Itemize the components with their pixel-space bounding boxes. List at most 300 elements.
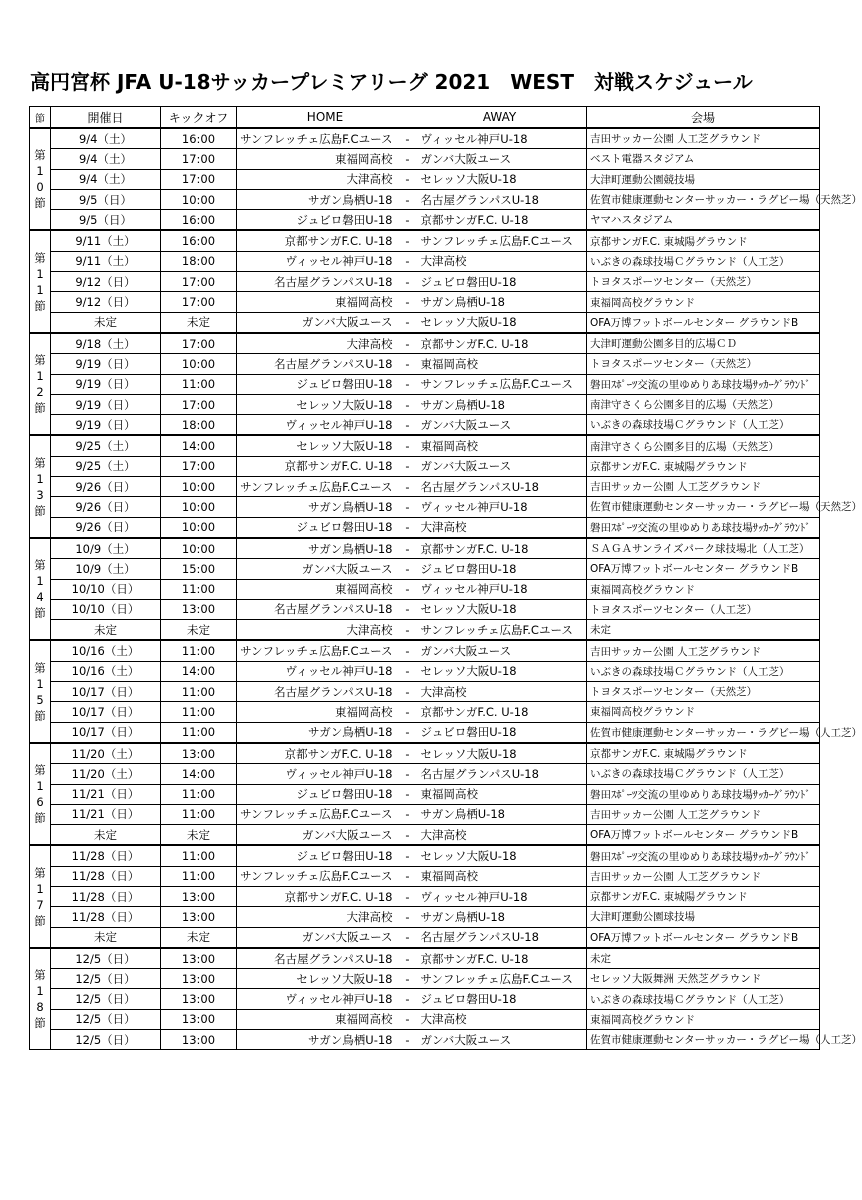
match-separator: -: [397, 579, 419, 599]
round-label: [30, 743, 51, 845]
round-label: [30, 845, 51, 947]
match-separator: -: [397, 702, 419, 722]
header-home: HOME: [306, 110, 344, 124]
match-venue: 佐賀市健康運動センターサッカー・ラグビー場（天然芝）: [587, 189, 820, 209]
match-venue: OFA万博フットボールセンター グラウンドB: [587, 312, 820, 333]
match-separator: -: [397, 845, 419, 866]
match-separator: -: [397, 333, 419, 354]
round-label: [30, 948, 51, 1050]
match-venue: いぶきの森球技場Ｃグラウンド（人工芝）: [587, 251, 820, 271]
match-venue: トヨタスポーツセンター（天然芝）: [587, 354, 820, 374]
table-row: [30, 1009, 820, 1029]
match-home-team: 名古屋グランパスU-18: [237, 599, 397, 619]
match-away-team: サンフレッチェ広島F.Cユース: [419, 374, 587, 394]
round-label: [30, 435, 51, 537]
table-row: [30, 435, 820, 456]
match-away-team: ガンバ大阪ユース: [419, 1030, 587, 1050]
table-row: [30, 477, 820, 497]
match-kickoff: 11:00: [161, 579, 237, 599]
table-row: [30, 272, 820, 292]
match-date: 9/12（日）: [51, 292, 161, 312]
match-away-team: 名古屋グランパスU-18: [419, 764, 587, 784]
match-date: 未定: [51, 620, 161, 641]
match-kickoff: 17:00: [161, 169, 237, 189]
table-row: [30, 948, 820, 969]
match-venue: いぶきの森球技場Ｃグラウンド（人工芝）: [587, 989, 820, 1009]
match-kickoff: 17:00: [161, 456, 237, 476]
match-venue: 南津守さくら公園多目的広場（天然芝）: [587, 394, 820, 414]
table-row: [30, 784, 820, 804]
table-row: [30, 1030, 820, 1050]
table-row: [30, 599, 820, 619]
round-label-char: 第: [34, 455, 46, 470]
match-away-team: サンフレッチェ広島F.Cユース: [419, 620, 587, 641]
match-kickoff: 14:00: [161, 661, 237, 681]
match-separator: -: [397, 272, 419, 292]
match-date: 9/26（日）: [51, 477, 161, 497]
match-date: 11/20（土）: [51, 764, 161, 784]
table-row: [30, 210, 820, 231]
match-date: 9/19（日）: [51, 394, 161, 414]
match-venue: いぶきの森球技場Ｃグラウンド（人工芝）: [587, 415, 820, 436]
match-away-team: セレッソ大阪U-18: [419, 845, 587, 866]
match-home-team: 京都サンガF.C. U-18: [237, 456, 397, 476]
match-date: 10/17（日）: [51, 722, 161, 743]
table-row: [30, 292, 820, 312]
table-row: [30, 907, 820, 927]
match-kickoff: 17:00: [161, 292, 237, 312]
round-label-char: 1: [36, 676, 44, 691]
table-row: [30, 989, 820, 1009]
match-kickoff: 10:00: [161, 517, 237, 538]
match-home-team: 名古屋グランパスU-18: [237, 682, 397, 702]
match-separator: -: [397, 722, 419, 743]
match-away-team: セレッソ大阪U-18: [419, 312, 587, 333]
match-home-team: 東福岡高校: [237, 292, 397, 312]
match-separator: -: [397, 210, 419, 231]
round-label-char: 節: [34, 708, 46, 723]
round-label-char: 5: [36, 692, 44, 707]
match-kickoff: 11:00: [161, 784, 237, 804]
match-venue: ベスト電器スタジアム: [587, 149, 820, 169]
match-home-team: ヴィッセル神戸U-18: [237, 415, 397, 436]
match-away-team: ガンバ大阪ユース: [419, 415, 587, 436]
match-separator: -: [397, 169, 419, 189]
match-separator: -: [397, 251, 419, 271]
match-date: 9/5（日）: [51, 210, 161, 231]
match-home-team: 東福岡高校: [237, 1009, 397, 1029]
round-label-char: 第: [34, 865, 46, 880]
match-home-team: 東福岡高校: [237, 149, 397, 169]
match-separator: -: [397, 189, 419, 209]
match-date: 9/5（日）: [51, 189, 161, 209]
match-away-team: ガンバ大阪ユース: [419, 456, 587, 476]
match-home-team: サガン鳥栖U-18: [237, 497, 397, 517]
table-row: [30, 825, 820, 846]
match-venue: 佐賀市健康運動センターサッカー・ラグビー場（天然芝）: [587, 497, 820, 517]
match-venue: いぶきの森球技場Ｃグラウンド（人工芝）: [587, 661, 820, 681]
match-date: 11/21（日）: [51, 804, 161, 824]
match-venue: トヨタスポーツセンター（天然芝）: [587, 272, 820, 292]
round-label-char: 第: [34, 558, 46, 573]
match-venue: 京都サンガF.C. 東城陽グラウンド: [587, 456, 820, 476]
table-row: [30, 374, 820, 394]
round-label-char: 4: [36, 590, 44, 605]
match-separator: -: [397, 804, 419, 824]
schedule-body: [30, 128, 862, 1050]
match-venue: 大津町運動公園多目的広場ＣＤ: [587, 333, 820, 354]
match-date: 9/4（土）: [51, 169, 161, 189]
match-home-team: サガン鳥栖U-18: [237, 189, 397, 209]
match-home-team: ジュビロ磐田U-18: [237, 845, 397, 866]
match-home-team: サガン鳥栖U-18: [237, 538, 397, 559]
match-away-team: ヴィッセル神戸U-18: [419, 128, 587, 149]
match-venue: 吉田サッカー公園 人工芝グラウンド: [587, 477, 820, 497]
match-kickoff: 14:00: [161, 435, 237, 456]
match-away-team: 京都サンガF.C. U-18: [419, 948, 587, 969]
match-venue: 東福岡高校グラウンド: [587, 292, 820, 312]
match-date: 9/26（日）: [51, 497, 161, 517]
match-home-team: ガンバ大阪ユース: [237, 312, 397, 333]
match-kickoff: 18:00: [161, 415, 237, 436]
match-away-team: 大津高校: [419, 517, 587, 538]
match-home-team: セレッソ大阪U-18: [237, 969, 397, 989]
round-label-char: 0: [36, 180, 44, 195]
match-away-team: 京都サンガF.C. U-18: [419, 210, 587, 231]
table-row: [30, 682, 820, 702]
match-separator: -: [397, 497, 419, 517]
table-row: [30, 702, 820, 722]
table-row: [30, 743, 820, 764]
round-label-char: 1: [36, 471, 44, 486]
match-kickoff: 13:00: [161, 948, 237, 969]
match-venue: OFA万博フットボールセンター グラウンドB: [587, 927, 820, 948]
match-separator: -: [397, 886, 419, 906]
match-date: 10/10（日）: [51, 579, 161, 599]
header-row: [30, 107, 820, 129]
match-separator: -: [397, 640, 419, 661]
match-home-team: ガンバ大阪ユース: [237, 559, 397, 579]
match-away-team: 大津高校: [419, 1009, 587, 1029]
round-label-char: 節: [34, 503, 46, 518]
schedule-table: [29, 106, 862, 1050]
round-label-char: 節: [34, 1016, 46, 1031]
match-date: 11/28（日）: [51, 907, 161, 927]
match-separator: -: [397, 456, 419, 476]
match-home-team: 大津高校: [237, 333, 397, 354]
match-home-team: 名古屋グランパスU-18: [237, 272, 397, 292]
round-label-char: 第: [34, 148, 46, 163]
match-away-team: 大津高校: [419, 682, 587, 702]
match-date: 9/25（土）: [51, 456, 161, 476]
round-label-char: 節: [34, 196, 46, 211]
match-away-team: 東福岡高校: [419, 866, 587, 886]
match-away-team: 京都サンガF.C. U-18: [419, 333, 587, 354]
header-away: AWAY: [482, 110, 517, 124]
match-date: 9/11（土）: [51, 230, 161, 251]
match-separator: -: [397, 538, 419, 559]
round-label-char: 7: [36, 897, 44, 912]
match-kickoff: 16:00: [161, 230, 237, 251]
match-date: 9/11（土）: [51, 251, 161, 271]
table-row: [30, 354, 820, 374]
match-venue: 磐田ｽﾎﾟｰﾂ交流の里ゆめりあ球技場ｻｯｶｰｸﾞﾗｳﾝﾄﾞ: [587, 845, 820, 866]
match-away-team: 東福岡高校: [419, 784, 587, 804]
round-label-char: 第: [34, 763, 46, 778]
match-date: 10/16（土）: [51, 640, 161, 661]
match-away-team: 大津高校: [419, 825, 587, 846]
match-kickoff: 13:00: [161, 886, 237, 906]
page-title: 高円宮杯 JFA U-18サッカープレミアリーグ 2021 WEST 対戦スケジュール: [30, 70, 753, 94]
match-kickoff: 13:00: [161, 743, 237, 764]
match-date: 11/28（日）: [51, 845, 161, 866]
match-home-team: 名古屋グランパスU-18: [237, 948, 397, 969]
match-away-team: サガン鳥栖U-18: [419, 292, 587, 312]
table-row: [30, 333, 820, 354]
match-away-team: 名古屋グランパスU-18: [419, 927, 587, 948]
match-home-team: 東福岡高校: [237, 702, 397, 722]
match-separator: -: [397, 907, 419, 927]
match-venue: 未定: [587, 620, 820, 641]
round-label: [30, 230, 51, 332]
match-away-team: サガン鳥栖U-18: [419, 804, 587, 824]
match-separator: -: [397, 825, 419, 846]
round-label-char: 1: [36, 266, 44, 281]
match-kickoff: 10:00: [161, 477, 237, 497]
match-home-team: 京都サンガF.C. U-18: [237, 230, 397, 251]
match-kickoff: 11:00: [161, 682, 237, 702]
table-row: [30, 456, 820, 476]
match-separator: -: [397, 989, 419, 1009]
match-date: 10/9（土）: [51, 559, 161, 579]
match-away-team: ジュビロ磐田U-18: [419, 989, 587, 1009]
match-away-team: サガン鳥栖U-18: [419, 907, 587, 927]
round-label-char: 1: [36, 881, 44, 896]
match-separator: -: [397, 599, 419, 619]
match-separator: -: [397, 292, 419, 312]
match-home-team: サンフレッチェ広島F.Cユース: [237, 128, 397, 149]
match-kickoff: 13:00: [161, 989, 237, 1009]
match-date: 10/9（土）: [51, 538, 161, 559]
match-venue: OFA万博フットボールセンター グラウンドB: [587, 559, 820, 579]
header-kickoff: キックオフ: [161, 107, 237, 129]
match-kickoff: 17:00: [161, 394, 237, 414]
table-row: [30, 661, 820, 681]
match-home-team: ヴィッセル神戸U-18: [237, 661, 397, 681]
round-label-char: 1: [36, 984, 44, 999]
match-kickoff: 13:00: [161, 969, 237, 989]
match-away-team: ジュビロ磐田U-18: [419, 722, 587, 743]
header-section: 節: [30, 107, 51, 129]
match-date: 11/28（日）: [51, 886, 161, 906]
match-venue: 磐田ｽﾎﾟｰﾂ交流の里ゆめりあ球技場ｻｯｶｰｸﾞﾗｳﾝﾄﾞ: [587, 517, 820, 538]
round-label-char: 3: [36, 487, 44, 502]
match-venue: 佐賀市健康運動センターサッカー・ラグビー場（人工芝）: [587, 1030, 820, 1050]
round-label-char: 1: [36, 282, 44, 297]
table-row: [30, 969, 820, 989]
match-separator: -: [397, 374, 419, 394]
match-separator: -: [397, 620, 419, 641]
match-kickoff: 11:00: [161, 804, 237, 824]
table-row: [30, 764, 820, 784]
match-date: 12/5（日）: [51, 989, 161, 1009]
match-date: 12/5（日）: [51, 1009, 161, 1029]
table-row: [30, 886, 820, 906]
match-separator: -: [397, 927, 419, 948]
match-venue: トヨタスポーツセンター（人工芝）: [587, 599, 820, 619]
match-date: 10/17（日）: [51, 702, 161, 722]
table-row: [30, 312, 820, 333]
round-label: [30, 640, 51, 742]
match-home-team: ヴィッセル神戸U-18: [237, 989, 397, 1009]
match-venue: 磐田ｽﾎﾟｰﾂ交流の里ゆめりあ球技場ｻｯｶｰｸﾞﾗｳﾝﾄﾞ: [587, 374, 820, 394]
match-date: 10/16（土）: [51, 661, 161, 681]
match-kickoff: 10:00: [161, 497, 237, 517]
match-home-team: ガンバ大阪ユース: [237, 825, 397, 846]
round-label-char: 1: [36, 369, 44, 384]
match-date: 11/21（日）: [51, 784, 161, 804]
match-kickoff: 未定: [161, 825, 237, 846]
table-row: [30, 845, 820, 866]
match-venue: 東福岡高校グラウンド: [587, 579, 820, 599]
header-matchup: [237, 107, 587, 129]
match-home-team: サンフレッチェ広島F.Cユース: [237, 866, 397, 886]
match-venue: ヤマハスタジアム: [587, 210, 820, 231]
match-away-team: 東福岡高校: [419, 435, 587, 456]
match-kickoff: 13:00: [161, 1009, 237, 1029]
match-separator: -: [397, 784, 419, 804]
round-label-char: 第: [34, 353, 46, 368]
match-venue: 未定: [587, 948, 820, 969]
match-date: 9/19（日）: [51, 374, 161, 394]
match-home-team: 大津高校: [237, 620, 397, 641]
table-row: [30, 640, 820, 661]
match-home-team: ガンバ大阪ユース: [237, 927, 397, 948]
match-kickoff: 未定: [161, 312, 237, 333]
round-label-char: 2: [36, 385, 44, 400]
round-label-char: 1: [36, 574, 44, 589]
match-kickoff: 16:00: [161, 128, 237, 149]
match-home-team: サガン鳥栖U-18: [237, 1030, 397, 1050]
match-away-team: 東福岡高校: [419, 354, 587, 374]
match-kickoff: 11:00: [161, 640, 237, 661]
match-kickoff: 15:00: [161, 559, 237, 579]
round-label: [30, 333, 51, 435]
match-away-team: 大津高校: [419, 251, 587, 271]
round-label-char: 節: [34, 811, 46, 826]
match-separator: -: [397, 682, 419, 702]
match-date: 11/28（日）: [51, 866, 161, 886]
match-away-team: ヴィッセル神戸U-18: [419, 579, 587, 599]
match-away-team: 名古屋グランパスU-18: [419, 189, 587, 209]
match-date: 9/12（日）: [51, 272, 161, 292]
match-home-team: ヴィッセル神戸U-18: [237, 251, 397, 271]
round-label-char: 6: [36, 795, 44, 810]
round-label-char: 8: [36, 1000, 44, 1015]
match-home-team: 京都サンガF.C. U-18: [237, 886, 397, 906]
match-date: 9/18（土）: [51, 333, 161, 354]
match-home-team: 名古屋グランパスU-18: [237, 354, 397, 374]
match-kickoff: 13:00: [161, 907, 237, 927]
match-venue: 南津守さくら公園多目的広場（天然芝）: [587, 435, 820, 456]
match-home-team: セレッソ大阪U-18: [237, 435, 397, 456]
match-venue: 京都サンガF.C. 東城陽グラウンド: [587, 886, 820, 906]
match-away-team: サンフレッチェ広島F.Cユース: [419, 230, 587, 251]
match-away-team: セレッソ大阪U-18: [419, 661, 587, 681]
table-row: [30, 251, 820, 271]
match-separator: -: [397, 354, 419, 374]
match-home-team: 京都サンガF.C. U-18: [237, 743, 397, 764]
round-label: [30, 538, 51, 640]
match-venue: 京都サンガF.C. 東城陽グラウンド: [587, 230, 820, 251]
table-row: [30, 927, 820, 948]
table-row: [30, 620, 820, 641]
match-separator: -: [397, 415, 419, 436]
match-separator: -: [397, 866, 419, 886]
match-separator: -: [397, 1030, 419, 1050]
match-separator: -: [397, 764, 419, 784]
match-home-team: セレッソ大阪U-18: [237, 394, 397, 414]
match-kickoff: 11:00: [161, 845, 237, 866]
match-date: 9/4（土）: [51, 149, 161, 169]
match-separator: -: [397, 948, 419, 969]
match-kickoff: 10:00: [161, 189, 237, 209]
round-label-char: 1: [36, 164, 44, 179]
match-separator: -: [397, 230, 419, 251]
match-kickoff: 11:00: [161, 374, 237, 394]
match-date: 10/17（日）: [51, 682, 161, 702]
match-home-team: 大津高校: [237, 907, 397, 927]
match-venue: 吉田サッカー公園 人工芝グラウンド: [587, 804, 820, 824]
table-row: [30, 169, 820, 189]
match-home-team: サガン鳥栖U-18: [237, 722, 397, 743]
match-date: 12/5（日）: [51, 969, 161, 989]
match-separator: -: [397, 128, 419, 149]
match-kickoff: 17:00: [161, 272, 237, 292]
table-row: [30, 722, 820, 743]
round-label-char: 節: [34, 913, 46, 928]
match-away-team: 名古屋グランパスU-18: [419, 477, 587, 497]
match-venue: 吉田サッカー公園 人工芝グラウンド: [587, 866, 820, 886]
header-date: 開催日: [51, 107, 161, 129]
match-separator: -: [397, 969, 419, 989]
match-venue: 佐賀市健康運動センターサッカー・ラグビー場（人工芝）: [587, 722, 820, 743]
match-date: 9/19（日）: [51, 415, 161, 436]
match-separator: -: [397, 1009, 419, 1029]
header-venue: 会場: [587, 107, 820, 129]
match-separator: -: [397, 661, 419, 681]
match-home-team: 大津高校: [237, 169, 397, 189]
round-label-char: 第: [34, 660, 46, 675]
match-away-team: セレッソ大阪U-18: [419, 169, 587, 189]
match-home-team: サンフレッチェ広島F.Cユース: [237, 640, 397, 661]
match-venue: 東福岡高校グラウンド: [587, 702, 820, 722]
match-separator: -: [397, 312, 419, 333]
match-date: 10/10（日）: [51, 599, 161, 619]
round-label-char: 第: [34, 968, 46, 983]
match-kickoff: 16:00: [161, 210, 237, 231]
match-kickoff: 17:00: [161, 149, 237, 169]
match-date: 12/5（日）: [51, 1030, 161, 1050]
match-away-team: ガンバ大阪ユース: [419, 640, 587, 661]
match-kickoff: 11:00: [161, 866, 237, 886]
match-venue: セレッソ大阪舞洲 天然芝グラウンド: [587, 969, 820, 989]
round-label: [30, 128, 51, 230]
match-kickoff: 11:00: [161, 722, 237, 743]
table-row: [30, 128, 820, 149]
match-date: 11/20（土）: [51, 743, 161, 764]
match-home-team: ヴィッセル神戸U-18: [237, 764, 397, 784]
